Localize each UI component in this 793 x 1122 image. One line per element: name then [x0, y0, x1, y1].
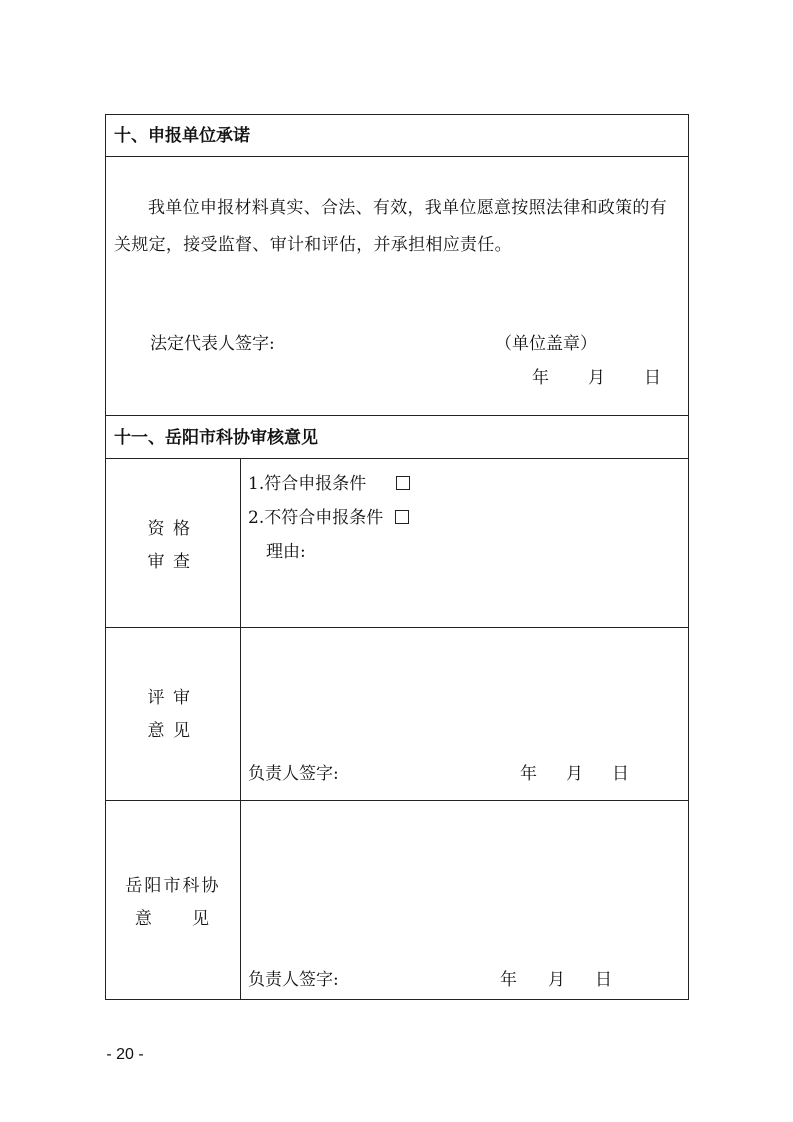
reason-label: 理由: — [266, 542, 306, 562]
option-eligible-label: 1.符合申报条件 — [248, 474, 367, 494]
association-date-year: 年 — [500, 970, 517, 990]
qualification-label-line2: 审查 — [147, 552, 199, 572]
qualification-label — [106, 513, 240, 579]
option-ineligible-label: 2.不符合申报条件 — [248, 508, 384, 528]
review-date-month: 月 — [566, 764, 583, 784]
row-divider — [105, 415, 689, 416]
date-month: 月 — [588, 368, 605, 388]
association-opinion-label — [106, 870, 240, 936]
review-signature-label: 负责人签字: — [248, 764, 339, 784]
association-label-line2: 意 见 — [134, 909, 212, 929]
legal-rep-signature-label: 法定代表人签字: — [150, 334, 275, 354]
section-11-title: 十一、岳阳市科协审核意见 — [114, 428, 318, 448]
eligible-checkbox[interactable] — [396, 476, 410, 490]
association-label-line1: 岳阳市科协 — [125, 876, 221, 896]
unit-seal-label: （单位盖章） — [495, 334, 597, 354]
review-date-day: 日 — [612, 764, 629, 784]
review-label-line2: 意见 — [147, 721, 199, 741]
row-divider — [105, 156, 689, 157]
commitment-paragraph: 我单位申报材料真实、合法、有效，我单位愿意按照法律和政策的有关规定，接受监督、审计和评估，并承担相应责任。 — [114, 198, 667, 255]
section-10-title: 十、申报单位承诺 — [114, 126, 250, 146]
review-opinion-label — [106, 682, 240, 748]
page-number: - 20 - — [106, 1046, 144, 1063]
date-day: 日 — [644, 368, 661, 388]
association-date-day: 日 — [595, 970, 612, 990]
ineligible-checkbox[interactable] — [395, 510, 409, 524]
review-label-line1: 评审 — [147, 688, 199, 708]
date-year: 年 — [532, 368, 549, 388]
column-divider — [240, 458, 241, 1000]
row-divider — [105, 627, 689, 628]
option-eligible — [248, 474, 410, 494]
association-date-month: 月 — [548, 970, 565, 990]
option-ineligible — [248, 508, 409, 528]
qualification-label-line1: 资格 — [147, 519, 199, 539]
association-signature-label: 负责人签字: — [248, 970, 339, 990]
row-divider — [105, 458, 689, 459]
review-date-year: 年 — [520, 764, 537, 784]
row-divider — [105, 800, 689, 801]
